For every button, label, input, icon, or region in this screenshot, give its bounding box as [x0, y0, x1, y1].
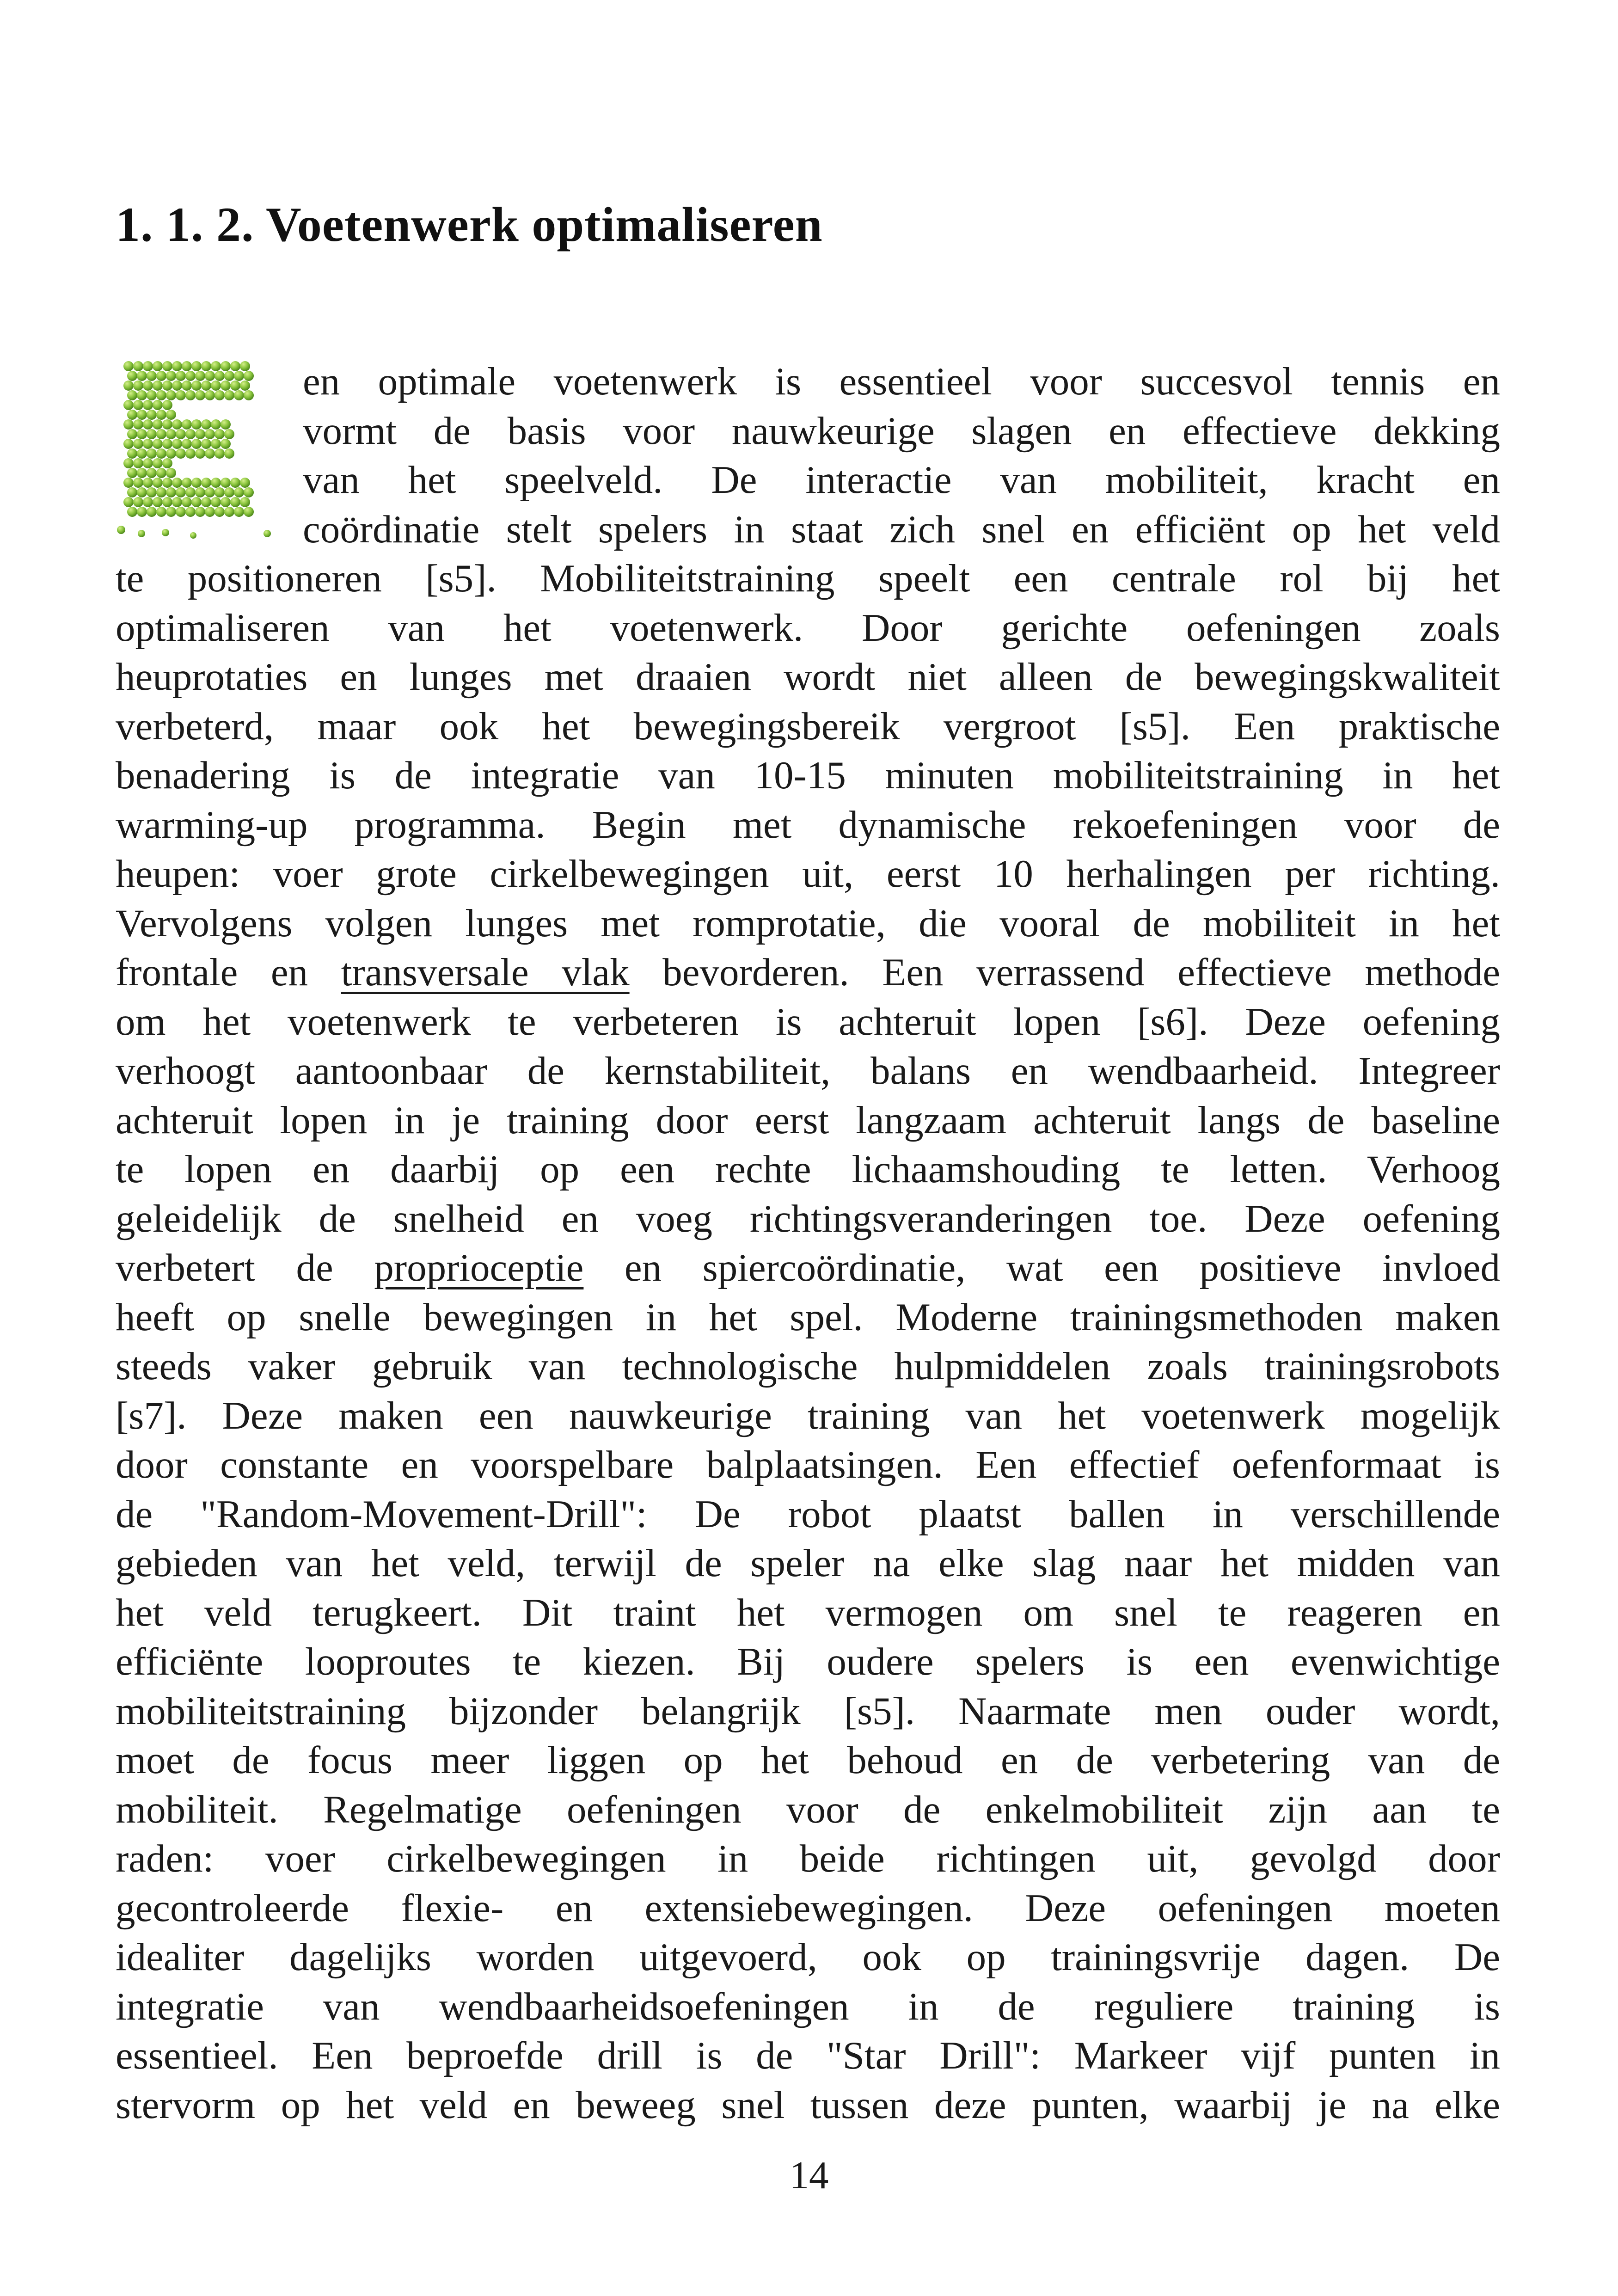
link-transversale-vlak[interactable]: transversale vlak: [341, 951, 630, 994]
text-line: te positioneren [s5]. Mobiliteitstraining speelt een centrale rol bij het: [116, 557, 1500, 600]
text-line: benadering is de integratie van 10-15 minuten mobiliteitstraining in het: [116, 754, 1500, 797]
text-line: Vervolgens volgen lunges met romprotatie, die vooral de mobiliteit in het: [116, 901, 1500, 945]
text-line: de "Random-Movement-Drill": De robot plaatst ballen in verschillende: [116, 1492, 1500, 1536]
section-heading: 1. 1. 2. Voetenwerk optimaliseren: [116, 197, 823, 252]
text-line: achteruit lopen in je training door eerst langzaam achteruit langs de baseline: [116, 1098, 1500, 1142]
body-paragraph: [116, 357, 1500, 2130]
text-segment: en spiercoördinatie, wat een positieve invloed: [583, 1246, 1500, 1289]
page-number: 14: [789, 2154, 829, 2197]
link-proprioceptie[interactable]: proprioceptie: [374, 1246, 584, 1289]
text-line: raden: voer cirkelbewegingen in beide richtingen uit, gevolgd door: [116, 1837, 1500, 1880]
text-line: heupen: voer grote cirkelbewegingen uit, eerst 10 herhalingen per richting.: [116, 852, 1500, 896]
text-line: optimaliseren van het voetenwerk. Door gerichte oefeningen zoals: [116, 606, 1500, 650]
text-line: efficiënte looproutes te kiezen. Bij oudere spelers is een evenwichtige: [116, 1640, 1500, 1683]
text-line: gecontroleerde flexie- en extensiebewegingen. Deze oefeningen moeten: [116, 1886, 1500, 1930]
text-segment: verbetert de: [116, 1246, 374, 1289]
text-line: stervorm op het veld en beweeg snel tussen deze punten, waarbij je na elke: [116, 2083, 1500, 2127]
text-line: verbeterd, maar ook het bewegingsbereik vergroot [s5]. Een praktische: [116, 704, 1500, 748]
text-line: gebieden van het veld, terwijl de speler na elke slag naar het midden van: [116, 1541, 1500, 1585]
text-line-with-link: [116, 948, 1500, 997]
text-line: en optimale voetenwerk is essentieel voor succesvol tennis en: [303, 360, 1500, 403]
text-line: te lopen en daarbij op een rechte lichaamshouding te letten. Verhoog: [116, 1148, 1500, 1191]
text-segment: frontale en: [116, 951, 341, 994]
text-line: vormt de basis voor nauwkeurige slagen en effectieve dekking: [303, 409, 1500, 453]
text-line: heeft op snelle bewegingen in het spel. Moderne trainingsmethoden maken: [116, 1295, 1500, 1339]
text-line: essentieel. Een beproefde drill is de "Star Drill": Markeer vijf punten in: [116, 2034, 1500, 2077]
text-segment: bevorderen. Een verrassend effectieve methode: [629, 951, 1500, 994]
text-line: coördinatie stelt spelers in staat zich snel en efficiënt op het veld: [303, 507, 1500, 551]
text-line-with-link: [116, 1243, 1500, 1293]
text-line: [s7]. Deze maken een nauwkeurige training van het voetenwerk mogelijk: [116, 1394, 1500, 1437]
text-line: verhoogt aantoonbaar de kernstabiliteit, balans en wendbaarheid. Integreer: [116, 1049, 1500, 1093]
text-line: idealiter dagelijks worden uitgevoerd, ook op trainingsvrije dagen. De: [116, 1935, 1500, 1979]
text-line: mobiliteitstraining bijzonder belangrijk [s5]. Naarmate men ouder wordt,: [116, 1689, 1500, 1733]
text-line: om het voetenwerk te verbeteren is achteruit lopen [s6]. Deze oefening: [116, 1000, 1500, 1044]
text-line: van het speelveld. De interactie van mobiliteit, kracht en: [303, 458, 1500, 502]
text-line: geleidelijk de snelheid en voeg richtingsveranderingen toe. Deze oefening: [116, 1197, 1500, 1240]
text-line: door constante en voorspelbare balplaatsingen. Een effectief oefenformaat is: [116, 1443, 1500, 1486]
text-line: steeds vaker gebruik van technologische hulpmiddelen zoals trainingsrobots: [116, 1344, 1500, 1388]
text-line: moet de focus meer liggen op het behoud en de verbetering van de: [116, 1738, 1500, 1782]
text-line: heuprotaties en lunges met draaien wordt niet alleen de bewegingskwaliteit: [116, 655, 1500, 699]
text-line: warming-up programma. Begin met dynamische rekoefeningen voor de: [116, 803, 1500, 847]
text-line: het veld terugkeert. Dit traint het vermogen om snel te reageren en: [116, 1590, 1500, 1634]
text-line: mobiliteit. Regelmatige oefeningen voor de enkelmobiliteit zijn aan te: [116, 1787, 1500, 1831]
text-line: integratie van wendbaarheidsoefeningen in de reguliere training is: [116, 1984, 1500, 2028]
